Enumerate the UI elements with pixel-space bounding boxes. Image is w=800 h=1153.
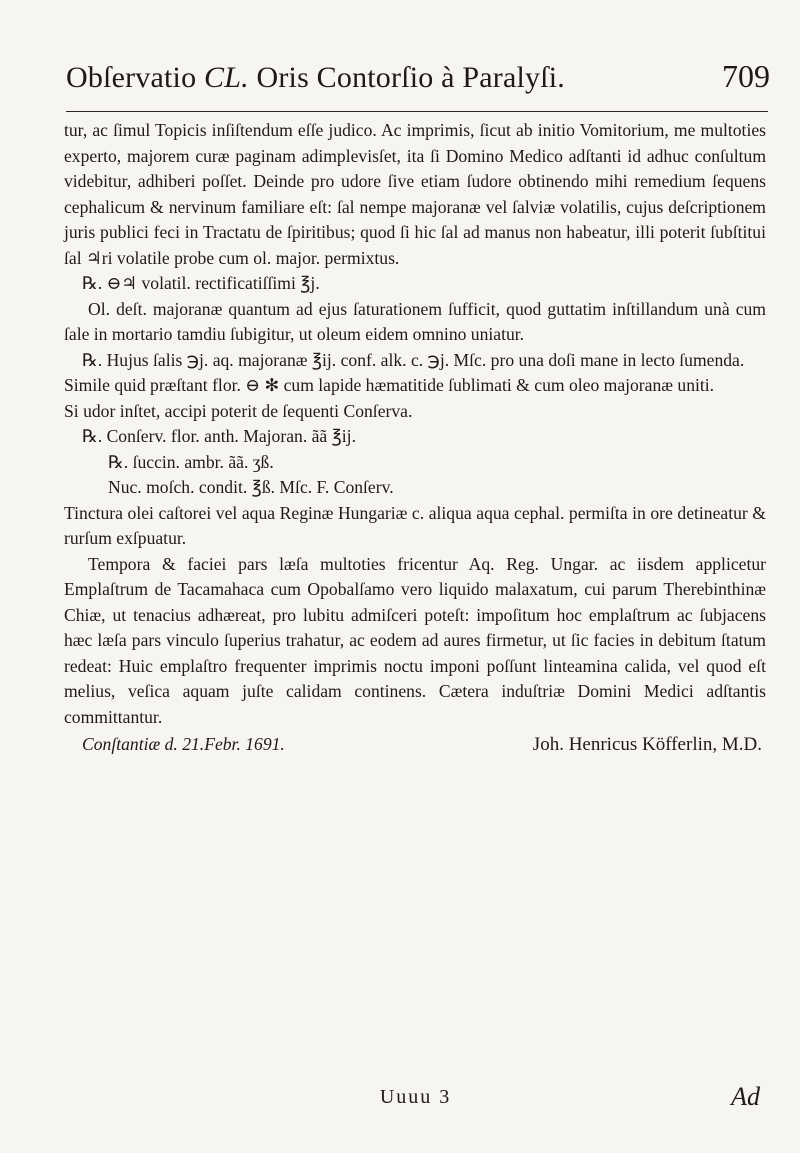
recipe-conserva-2: ℞. ſuccin. ambr. ãã. ʒß.	[108, 451, 274, 472]
recipe-instructions-oil: Ol. deſt. majoranæ quantum ad ejus ſaturationem ſufficit, quod guttatim inſtillandum unà cum ſale in mortario tamdiu ſubigitur, ut oleum eidem omnino uniatur.	[64, 298, 766, 344]
running-head-start: Obſervatio	[66, 61, 204, 94]
author-signature: Joh. Henricus Köfferlin, M.D.	[532, 734, 762, 755]
recipe-conserva-1: ℞. Conſerv. flor. anth. Majoran. ãã ℥ij.	[82, 426, 356, 446]
signature-mark: Uuuu 3	[379, 1085, 452, 1108]
paragraph-conserva-intro: Si udor inſtet, accipi poterit de ſequenti Conſerva.	[64, 400, 413, 421]
closing-line	[64, 732, 766, 758]
page-number: 709	[722, 58, 770, 94]
recipe-line-salt: ℞. ⊖♃ volatil. rectificatiſſimi ℥j.	[82, 273, 320, 293]
running-head	[66, 61, 565, 95]
observation-number: CL.	[204, 61, 249, 94]
page-footer	[64, 1074, 766, 1120]
paragraph-tinctura: Tinctura olei caſtorei vel aqua Reginæ Hungariæ c. aliqua aqua cephal. permiſta in ore detineatur & rurſum exſpuatur.	[64, 502, 766, 548]
date-line: Conſtantiæ d. 21.Febr. 1691.	[82, 734, 285, 754]
running-head-end: Oris Contorſio à Paralyſi.	[248, 61, 565, 94]
paragraph-tempora: Tempora & faciei pars læſa multoties fricentur Aq. Reg. Ungar. ac iisdem applicetur Emplaſtrum de Tacamahaca cum Opobalſamo vero liquido malaxatum, cui parum Therebinthinæ Chiæ, ut tenacius adhæreat, pro lubitu admiſceri poteſt: impoſitum hoc emplaſtrum ac ſubjacens hæc læſa pars vinculo ſuperius trahatur, ac eodem ad aures firmetur, ut ſic facies in debitum ſtatum redeat: Huic emplaſtro frequenter imprimis noctu imponi poſſunt linteamina calida, vel quod eſt melius, veſica aquam juſte calidam continens. Cætera induſtriæ Domini Medici adſtantis committantur.	[64, 553, 766, 727]
paragraph-simile: Simile quid præſtant flor. ⊖ ✻ cum lapide hæmatitide ſublimati & cum oleo majoranæ uniti.	[64, 375, 715, 395]
header-rule	[66, 111, 768, 112]
body-text	[64, 118, 766, 758]
paragraph-opening: tur, ac ſimul Topicis inſiſtendum eſſe judico. Ac imprimis, ſicut ab initio Vomitorium, me multoties experto, majorem curæ paginam adimplevisſet, ita ſi Domino Medico adſtanti id adhuc conſultum videbitur, adhiberi poſſet. Deinde pro udore ſive etiam ſudore obtinendo mihi remedium ſequens cephalicum & nervinum familiare eſt: ſal nempe majoranæ vel ſalviæ volatilis, cujus deſcriptionem juris publici feci in Tractatu de ſpiritibus; quod ſi hic ſal ad manus non habeatur, illi poterit ſubſtitui ſal ♃ri volatile probe cum ol. major. permixtus.	[64, 120, 766, 268]
page-header	[66, 58, 770, 106]
recipe-conserva-3: Nuc. moſch. condit. ℥ß. Mſc. F. Conſerv.	[108, 477, 394, 497]
recipe-dose: ℞. Hujus ſalis ℈j. aq. majoranæ ℥ij. conf. alk. c. ℈j. Mſc. pro una doſi mane in lecto ſumenda.	[82, 349, 745, 370]
catchword: Ad	[731, 1082, 760, 1111]
